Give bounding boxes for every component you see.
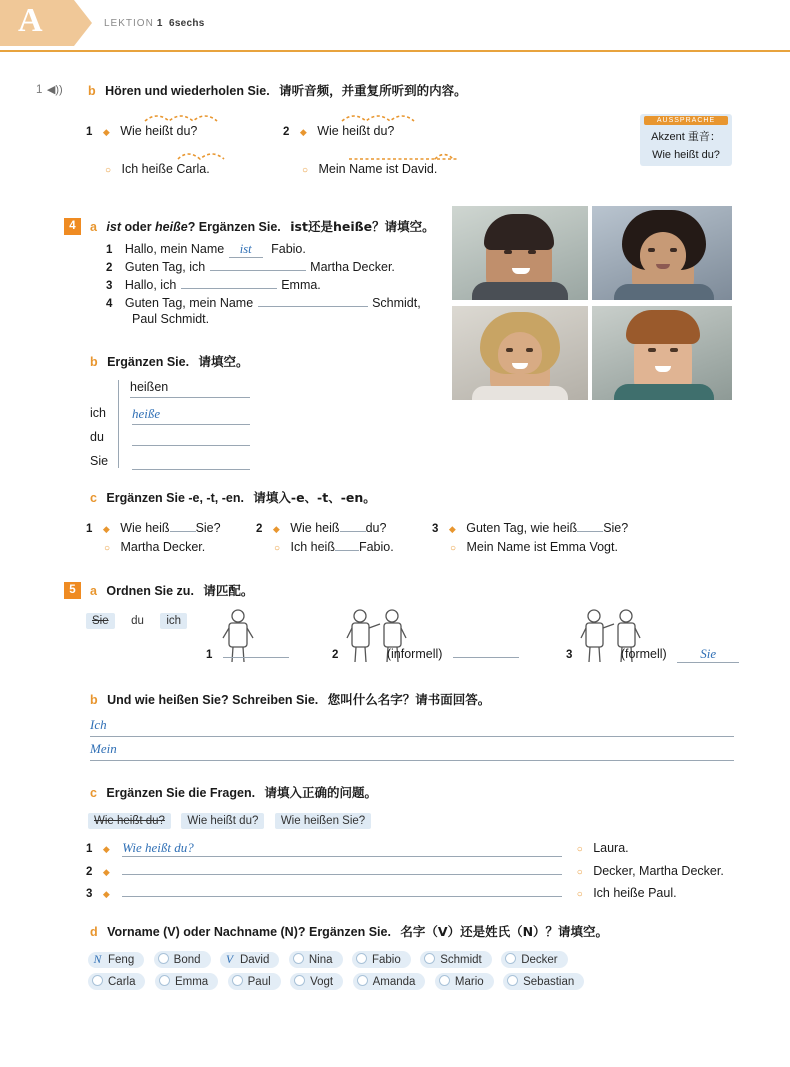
item-number: 1 xyxy=(86,523,93,535)
ex4a-l1-pre: Hallo, mein Name xyxy=(124,242,225,256)
ex4a-line-4 xyxy=(106,294,421,312)
question-chip-1[interactable]: Wie heißt du? xyxy=(88,813,171,829)
ex5a-slot-2-label: (informell) xyxy=(386,647,443,661)
vn-checkbox[interactable] xyxy=(232,975,243,986)
ex4a-l1-answer[interactable]: ist xyxy=(229,242,263,258)
ex3b-item-1-answer xyxy=(105,160,210,178)
ex4c-q3-blank[interactable] xyxy=(577,531,603,532)
table-answer-ich[interactable]: heiße xyxy=(132,406,250,425)
vn-item-schmidt[interactable] xyxy=(420,951,492,968)
word-chip-ich[interactable]: ich xyxy=(160,613,187,629)
ex4a-title-zh: ist还是heiße？请填空。 xyxy=(290,219,435,234)
ex5b-line-2-text: Mein xyxy=(90,741,117,756)
ex4b-title-zh: 请填空。 xyxy=(198,354,249,369)
question-chip-2[interactable]: Wie heißt du? xyxy=(181,813,264,829)
vn-name: Decker xyxy=(521,954,558,966)
vn-item-decker[interactable] xyxy=(501,951,567,968)
ex5c-row-3-blank[interactable] xyxy=(122,883,562,897)
ex5b-line-1[interactable] xyxy=(90,716,734,737)
ex4c-item-1-q xyxy=(86,519,221,537)
chapter-letter: A xyxy=(18,2,43,39)
ex4a-letter: a xyxy=(90,220,97,234)
diamond-icon: ◆ xyxy=(272,524,280,534)
ex4c-q1-blank[interactable] xyxy=(170,531,196,532)
photo-man-curly xyxy=(592,306,732,400)
ex5c-title-de: Ergänzen Sie die Fragen. xyxy=(106,786,256,800)
ex5b-title-zh: 您叫什么名字？请书面回答。 xyxy=(327,692,491,707)
ex4c-q1-post: Sie? xyxy=(195,521,221,535)
circle-icon: ○ xyxy=(274,543,281,554)
ex4a-l2-pre: Guten Tag, ich xyxy=(124,260,206,274)
ex4c-heading xyxy=(90,488,376,507)
ex5d-heading xyxy=(90,922,608,941)
exercise-number-5: 5 xyxy=(64,582,81,599)
ex5c-row-2-reply: Decker, Martha Decker. xyxy=(593,864,724,878)
vn-checkbox[interactable] xyxy=(356,953,367,964)
speaker-icon: ◀)) xyxy=(46,84,63,96)
ex4a-l3-post: Emma. xyxy=(281,278,321,292)
item-number: 1 xyxy=(106,244,113,256)
ex3b-a2-text: Mein Name ist David. xyxy=(318,162,438,176)
page-number: 6 xyxy=(168,18,175,29)
item-number: 2 xyxy=(283,126,290,138)
item-number: 1 xyxy=(86,126,93,138)
word-chip-sie[interactable]: Sie xyxy=(86,613,115,629)
ex4a-l2-post: Martha Decker. xyxy=(310,260,395,274)
circle-icon: ○ xyxy=(576,889,583,900)
vn-mark: V xyxy=(225,954,233,966)
ex5a-title-zh: 请匹配。 xyxy=(203,583,254,598)
ex5b-line-2[interactable] xyxy=(90,740,734,761)
header-divider xyxy=(0,50,790,52)
ex4c-q2-blank[interactable] xyxy=(340,531,366,532)
ex3b-q2-text: Wie heißt du? xyxy=(317,124,395,138)
ex5b-heading xyxy=(90,690,490,709)
ex4c-q2-pre: Wie heiß xyxy=(290,521,340,535)
ex5c-title-zh: 请填入正确的问题。 xyxy=(264,785,378,800)
vn-item-amanda[interactable] xyxy=(353,973,426,990)
circle-icon: ○ xyxy=(450,543,457,554)
vn-item-bond[interactable] xyxy=(154,951,211,968)
ex4a-l1-post: Fabio. xyxy=(271,242,306,256)
item-number: 4 xyxy=(106,298,113,310)
item-number: 2 xyxy=(106,262,113,274)
vn-item-david[interactable] xyxy=(220,952,279,968)
ex4c-a2-blank[interactable] xyxy=(335,550,359,551)
diamond-icon: ◆ xyxy=(102,889,110,899)
diamond-icon: ◆ xyxy=(448,524,456,534)
ex5a-title-de: Ordnen Sie zu. xyxy=(106,584,194,598)
item-number: 3 xyxy=(106,280,113,292)
circle-icon: ○ xyxy=(302,165,309,176)
ex3b-item-2-answer xyxy=(302,160,437,178)
ex5d-letter: d xyxy=(90,925,98,939)
vn-name: Mario xyxy=(454,976,484,988)
photo-man-young xyxy=(452,206,588,300)
chapter-tab xyxy=(0,0,92,46)
ex4a-oder: oder xyxy=(121,220,156,234)
ex4a-line-2 xyxy=(106,258,395,276)
vn-checkbox[interactable] xyxy=(424,953,435,964)
lektion-label: LEKTION xyxy=(104,18,154,29)
ex5a-word-bank xyxy=(86,611,193,629)
ex5a-slot-2 xyxy=(332,645,519,663)
ex3b-title-de: Hören und wiederholen Sie. xyxy=(105,84,270,98)
exercise-number-4: 4 xyxy=(64,218,81,235)
vn-name: Amanda xyxy=(372,976,416,988)
ex5a-slot-3 xyxy=(566,645,739,663)
table-pronoun-du: du xyxy=(90,430,104,444)
vn-item-feng[interactable] xyxy=(88,952,144,968)
vn-item-emma[interactable] xyxy=(155,973,218,990)
ex3b-letter: b xyxy=(88,84,96,98)
ex4c-item-3-a xyxy=(450,538,618,556)
ex5c-heading xyxy=(90,783,377,802)
diamond-icon: ◆ xyxy=(102,844,110,854)
item-number: 1 xyxy=(206,649,213,661)
circle-icon: ○ xyxy=(576,867,583,878)
ex3b-item-2-question xyxy=(283,122,394,140)
circle-icon: ○ xyxy=(104,543,111,554)
ex4c-item-2-q xyxy=(256,519,386,537)
vn-name: Bond xyxy=(173,954,201,966)
ex5a-heading xyxy=(90,581,253,600)
photo-woman-dark-hair xyxy=(592,206,732,300)
vn-name: Paul xyxy=(247,976,271,988)
page-word: sechs xyxy=(174,18,205,29)
table-pronoun-ich: ich xyxy=(90,406,106,420)
ex3b-item-1-question xyxy=(86,122,197,140)
ex4c-title-zh: 请填入-e、-t、-en。 xyxy=(253,490,376,505)
ex5d-row-2 xyxy=(88,972,728,995)
lektion-number: 1 xyxy=(156,18,163,29)
ex4c-q3-pre: Guten Tag, wie heiß xyxy=(466,521,578,535)
ex5a-slot-2-blank[interactable] xyxy=(453,657,519,658)
vn-name: Feng xyxy=(108,954,135,966)
ex4a-l3-blank[interactable] xyxy=(181,288,277,289)
vn-name: Emma xyxy=(174,976,209,988)
ex4c-q3-post: Sie? xyxy=(603,521,629,535)
ex4a-l4-blank[interactable] xyxy=(258,306,368,307)
ex5c-row-1-answer[interactable]: Wie heißt du? xyxy=(122,840,562,857)
breadcrumb xyxy=(104,18,205,29)
vn-checkbox[interactable] xyxy=(293,953,304,964)
item-number: 2 xyxy=(332,649,339,661)
vn-name: David xyxy=(239,954,270,966)
item-number: 2 xyxy=(256,523,263,535)
ex5c-word-bank xyxy=(88,811,377,829)
ex5c-row-1 xyxy=(86,839,629,857)
ex4c-title-de: Ergänzen Sie -e, -t, -en. xyxy=(106,491,244,505)
vn-name: Schmidt xyxy=(440,954,482,966)
item-number: 3 xyxy=(86,888,93,900)
ex4c-letter: c xyxy=(90,491,97,505)
ex4a-heading xyxy=(90,217,435,236)
page-header xyxy=(0,0,790,52)
ex5a-slot-3-label: (formell) xyxy=(620,647,667,661)
photo-woman-blonde xyxy=(452,306,588,400)
vn-name: Vogt xyxy=(310,976,334,988)
ex4c-item-3-q xyxy=(432,519,628,537)
ex4a-word-ist: ist xyxy=(106,220,121,234)
ex5a-slot-3-answer[interactable]: Sie xyxy=(677,646,739,663)
vn-name: Carla xyxy=(108,976,136,988)
table-answer-du[interactable] xyxy=(132,430,250,446)
ex4b-title-de: Ergänzen Sie. xyxy=(107,355,190,369)
vn-checkbox[interactable] xyxy=(439,975,450,986)
diamond-icon: ◆ xyxy=(102,867,110,877)
ex4a-line-3 xyxy=(106,276,321,294)
ex5c-row-2 xyxy=(86,861,724,880)
vn-item-nina[interactable] xyxy=(289,951,343,968)
pronunciation-badge: AUSSPRACHE xyxy=(644,116,728,125)
vn-item-carla[interactable] xyxy=(88,973,145,990)
vn-name: Fabio xyxy=(371,954,401,966)
ex4c-a1: Martha Decker. xyxy=(120,540,206,554)
diamond-icon: ◆ xyxy=(102,524,110,534)
ex5c-letter: c xyxy=(90,786,97,800)
vn-checkbox[interactable] xyxy=(92,975,103,986)
word-chip-du[interactable]: du xyxy=(131,615,144,627)
vn-checkbox[interactable] xyxy=(505,953,516,964)
ex4a-l4-pre: Guten Tag, mein Name xyxy=(124,296,254,310)
circle-icon: ○ xyxy=(576,844,583,855)
vn-checkbox[interactable] xyxy=(159,975,170,986)
ex5d-title-de: Vorname (V) oder Nachname (N)? Ergänzen Sie. xyxy=(107,925,391,939)
ex4a-word-heisse: heiße xyxy=(155,220,188,234)
item-number: 2 xyxy=(86,866,93,878)
vn-name: Nina xyxy=(308,954,333,966)
ex4a-l4-post: Schmidt, xyxy=(372,296,421,310)
ex5c-row-1-reply: Laura. xyxy=(593,841,629,855)
ex5c-row-2-blank[interactable] xyxy=(122,861,562,875)
vn-checkbox[interactable] xyxy=(158,953,169,964)
ex4a-title-rest: ? Ergänzen Sie. xyxy=(187,220,281,234)
ex5a-slot-1 xyxy=(206,645,289,663)
ex4a-line-4-cont: Paul Schmidt. xyxy=(132,312,210,326)
ex4c-a2-post: Fabio. xyxy=(358,540,394,554)
diamond-icon: ◆ xyxy=(299,127,307,137)
vn-item-paul[interactable] xyxy=(228,973,281,990)
ex4a-l2-blank[interactable] xyxy=(210,270,306,271)
vn-item-fabio[interactable] xyxy=(352,951,411,968)
ex5b-line-1-text: Ich xyxy=(90,717,107,732)
item-number: 3 xyxy=(432,523,439,535)
table-pronoun-sie: Sie xyxy=(90,454,109,468)
table-answer-sie[interactable] xyxy=(132,454,250,470)
table-header-heissen: heißen xyxy=(130,380,250,398)
item-number: 1 xyxy=(86,843,93,855)
vn-checkbox[interactable] xyxy=(357,975,368,986)
ex4a-line-1 xyxy=(106,240,306,258)
diamond-icon: ◆ xyxy=(102,127,110,137)
ex4c-item-1-a xyxy=(104,538,205,556)
ex4b-heading xyxy=(90,352,249,371)
item-number: 3 xyxy=(566,649,573,661)
ex3b-title-zh: 请听音频，并重复所听到的内容。 xyxy=(279,83,467,98)
ex5c-row-3 xyxy=(86,883,677,902)
pron-line-2: Wie heißt du? xyxy=(652,149,720,161)
ex5c-row-3-reply: Ich heiße Paul. xyxy=(593,886,677,900)
ex5b-title-de: Und wie heißen Sie? Schreiben Sie. xyxy=(107,693,319,707)
ex5a-slot-1-blank[interactable] xyxy=(223,657,289,658)
question-chip-3[interactable]: Wie heißen Sie? xyxy=(275,813,371,829)
ex4c-q2-post: du? xyxy=(365,521,387,535)
vn-name: Sebastian xyxy=(523,976,575,988)
vn-checkbox[interactable] xyxy=(294,975,305,986)
audio-track-number: 1 xyxy=(36,84,43,96)
ex5a-letter: a xyxy=(90,584,97,598)
ex3b-heading xyxy=(88,81,467,100)
ex4c-item-2-a xyxy=(274,538,394,556)
circle-icon: ○ xyxy=(105,165,112,176)
ex5d-row-1 xyxy=(88,950,728,973)
vn-mark: N xyxy=(93,954,102,966)
ex3b-q1-text: Wie heißt du? xyxy=(120,124,198,138)
ex4c-a3: Mein Name ist Emma Vogt. xyxy=(466,540,618,554)
ex4b-letter: b xyxy=(90,355,98,369)
pron-line-1: Akzent 重音： xyxy=(651,131,721,143)
ex4c-q1-pre: Wie heiß xyxy=(120,521,170,535)
vn-item-sebastian[interactable] xyxy=(503,973,584,990)
vn-item-mario[interactable] xyxy=(435,973,494,990)
ex3b-a1-text: Ich heiße Carla. xyxy=(121,162,210,176)
vn-checkbox[interactable] xyxy=(507,975,518,986)
vn-item-vogt[interactable] xyxy=(290,973,343,990)
ex5d-title-zh: 名字（V）还是姓氏（N）？请填空。 xyxy=(400,924,609,939)
ex5b-letter: b xyxy=(90,693,98,707)
ex4c-a2-pre: Ich heiß xyxy=(290,540,335,554)
audio-marker xyxy=(36,80,63,98)
ex4a-l3-pre: Hallo, ich xyxy=(124,278,177,292)
table-vertical-rule xyxy=(118,380,119,468)
